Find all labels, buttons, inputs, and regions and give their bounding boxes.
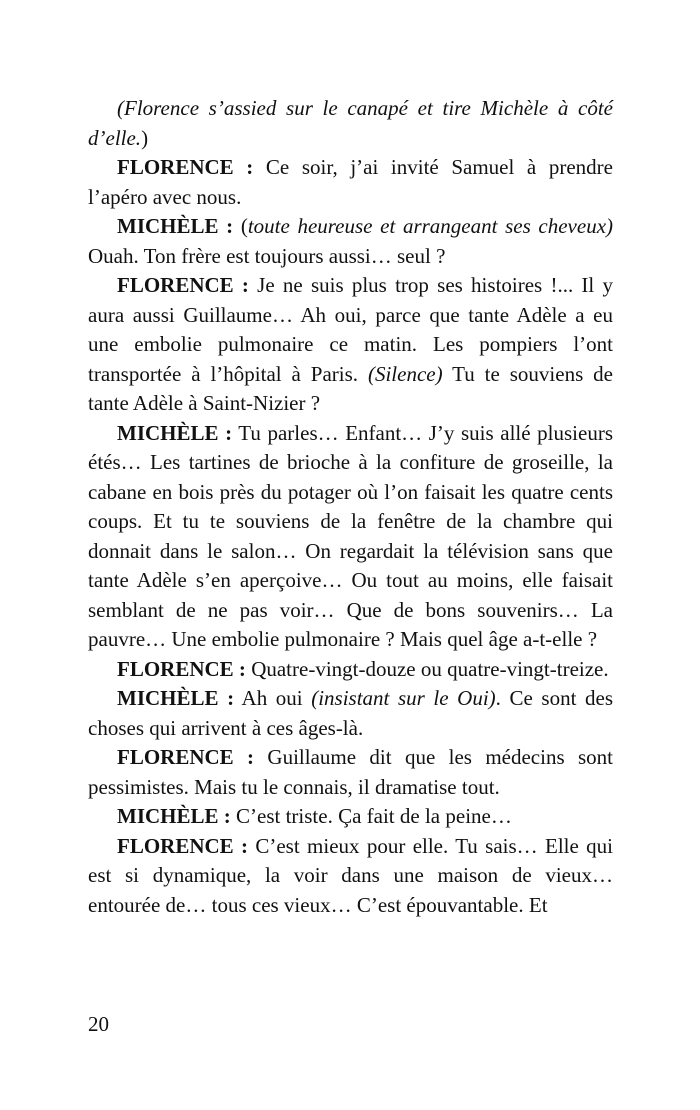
stage-direction-paragraph bbox=[88, 94, 613, 153]
stage-direction: (insistant sur le Oui) bbox=[311, 686, 496, 710]
dialogue-text: ) bbox=[141, 125, 149, 150]
dialogue-line-florence bbox=[88, 832, 613, 921]
speaker-name: FLORENCE : bbox=[117, 273, 249, 297]
dialogue-text: C’est triste. Ça fait de la peine… bbox=[230, 804, 512, 828]
dialogue-line-florence bbox=[88, 271, 613, 419]
stage-direction: toute heureuse et arrangeant ses cheveux) bbox=[247, 214, 614, 238]
speaker-name: FLORENCE : bbox=[117, 745, 255, 769]
dialogue-line-florence bbox=[88, 655, 613, 685]
dialogue-line-michele bbox=[88, 684, 613, 743]
speaker-name: MICHÈLE : bbox=[117, 214, 234, 238]
dialogue-line-florence bbox=[88, 743, 613, 802]
dialogue-text: Tu te souviens de tante Adèle à Saint-Nizier ? bbox=[88, 361, 614, 415]
dialogue-text: ( bbox=[233, 214, 248, 238]
dialogue-text: Ouah. Ton frère est toujours aussi… seul ? bbox=[88, 243, 446, 268]
stage-direction: (Florence s’assied sur le canapé et tire Michèle à côté d’elle. bbox=[88, 96, 613, 150]
speaker-name: MICHÈLE : bbox=[117, 804, 231, 828]
speaker-name: MICHÈLE : bbox=[117, 420, 233, 445]
dialogue-line-florence bbox=[88, 153, 613, 212]
dialogue-line-michele bbox=[88, 419, 613, 655]
page-number: 20 bbox=[88, 1012, 109, 1036]
dialogue-text: Ah oui bbox=[234, 686, 312, 710]
dialogue-text: Tu parles… Enfant… J’y suis allé plusieurs étés… Les tartines de brioche à la confiture de groseille, la cabane en bois près du potager où l’on faisait les quatre cents coups. Et tu te souviens de la fenêtre de la chambre qui donnait dans le salon… On regardait la télévision sans que tante Adèle s’en aperçoive… Ou tout au moins, elle faisait semblant de ne pas voir… Que de bons souvenirs… La pauvre… Une embolie pulmonaire ? Mais quel âge a-t-elle ? bbox=[88, 420, 613, 651]
dialogue-text: Ce soir, j’ai invité Samuel à prendre l’apéro avec nous. bbox=[88, 155, 613, 209]
speaker-name: MICHÈLE : bbox=[117, 686, 235, 710]
stage-direction: (Silence) bbox=[367, 361, 443, 386]
speaker-name: FLORENCE : bbox=[117, 833, 249, 858]
dialogue-text: . Ce sont des choses qui arrivent à ces âges-là. bbox=[88, 686, 614, 740]
dialogue-text: Je ne suis plus trop ses histoires !... Il y aura aussi Guillaume… Ah oui, parce que tante Adèle a eu une embolie pulmonaire ce matin. Les pompiers l’ont transportée à l’hôpital à Paris. bbox=[88, 273, 613, 386]
dialogue-line-michele bbox=[88, 212, 613, 271]
dialogue-text: C’est mieux pour elle. Tu sais… Elle qui est si dynamique, la voir dans une maison de vieux… entourée de… tous ces vieux… C’est épouvantable. Et bbox=[88, 833, 613, 917]
script-page-body bbox=[88, 94, 613, 920]
dialogue-text: Guillaume dit que les médecins sont pessimistes. Mais tu le connais, il dramatise tout. bbox=[88, 745, 613, 799]
speaker-name: FLORENCE : bbox=[117, 656, 246, 681]
dialogue-line-michele bbox=[88, 802, 613, 832]
dialogue-text: Quatre-vingt-douze ou quatre-vingt-treize. bbox=[245, 656, 609, 681]
speaker-name: FLORENCE : bbox=[117, 155, 254, 179]
